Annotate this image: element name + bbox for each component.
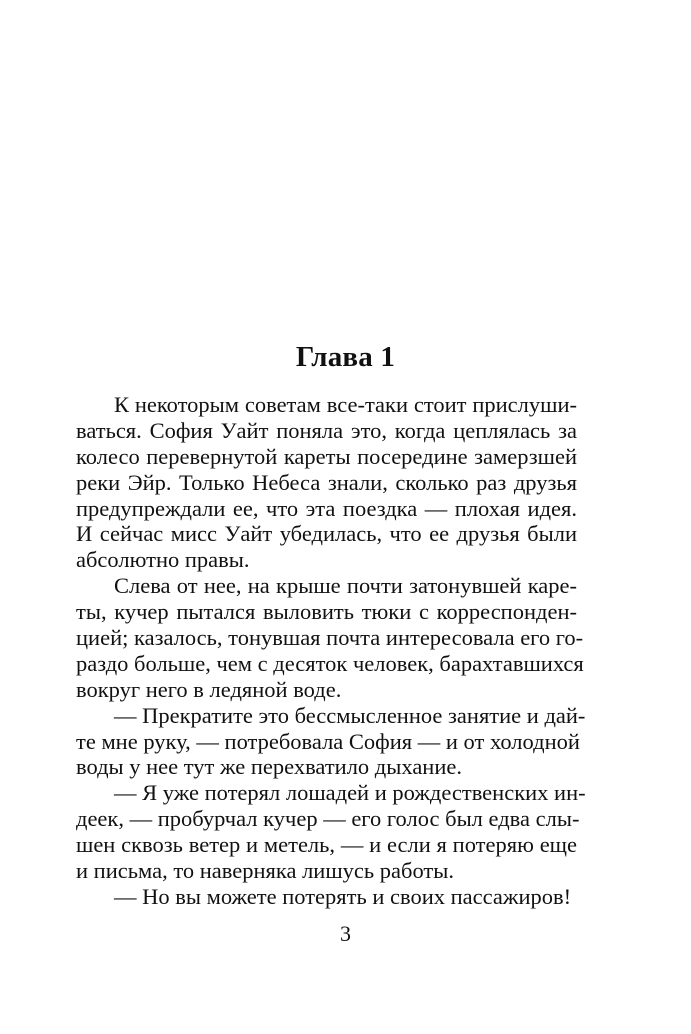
text-line: абсолютно правы.	[76, 547, 250, 573]
text-line: цией; казалось, тонувшая почта интересовала его го-	[76, 625, 584, 651]
paragraph-2	[76, 573, 584, 702]
text-line: — Я уже потерял лошадей и рождественских ин-	[114, 780, 586, 806]
paragraph-4	[76, 780, 586, 884]
text-line: и письма, то наверняка лишусь работы.	[76, 858, 455, 884]
text-line: те мне руку, — потребовала София — и от холодной	[76, 728, 580, 754]
text-line: шен сквозь ветер и метель, — и если я потеряю еще	[76, 832, 577, 858]
paragraph-5	[76, 884, 577, 910]
text-line: ваться. София Уайт поняла это, когда цеплялась за	[76, 417, 577, 443]
text-line: деек, — пробурчал кучер — его голос был едва слы-	[76, 806, 580, 832]
text-line: колесо перевернутой кареты посередине замерзшей	[76, 443, 577, 469]
paragraph-1	[76, 392, 577, 573]
body-text	[76, 392, 586, 910]
text-line: раздо больше, чем с десяток человек, барахтавшихся	[76, 650, 584, 676]
text-line: ты, кучер пытался выловить тюки с корреспонден-	[76, 599, 577, 625]
text-line: — Но вы можете потерять и своих пассажиров!	[114, 883, 572, 909]
chapter-title: Глава 1	[295, 341, 396, 373]
text-line: К некоторым советам все-таки стоит прислуши-	[114, 392, 577, 417]
text-line: И сейчас мисс Уайт убедилась, что ее друзья были	[76, 521, 577, 547]
text-line: Слева от нее, на крыше почти затонувшей каре-	[114, 573, 577, 599]
text-line: воды у нее тут же перехватило дыхание.	[76, 754, 463, 780]
page-number: 3	[340, 921, 351, 946]
text-line: вокруг него в ледяной воде.	[76, 676, 342, 702]
paragraph-3	[76, 702, 586, 781]
text-line: — Прекратите это бессмысленное занятие и дай-	[114, 702, 586, 728]
text-line: реки Эйр. Только Небеса знали, сколько раз друзья	[76, 469, 577, 495]
text-line: предупреждали ее, что эта поездка — плохая идея.	[76, 495, 577, 521]
